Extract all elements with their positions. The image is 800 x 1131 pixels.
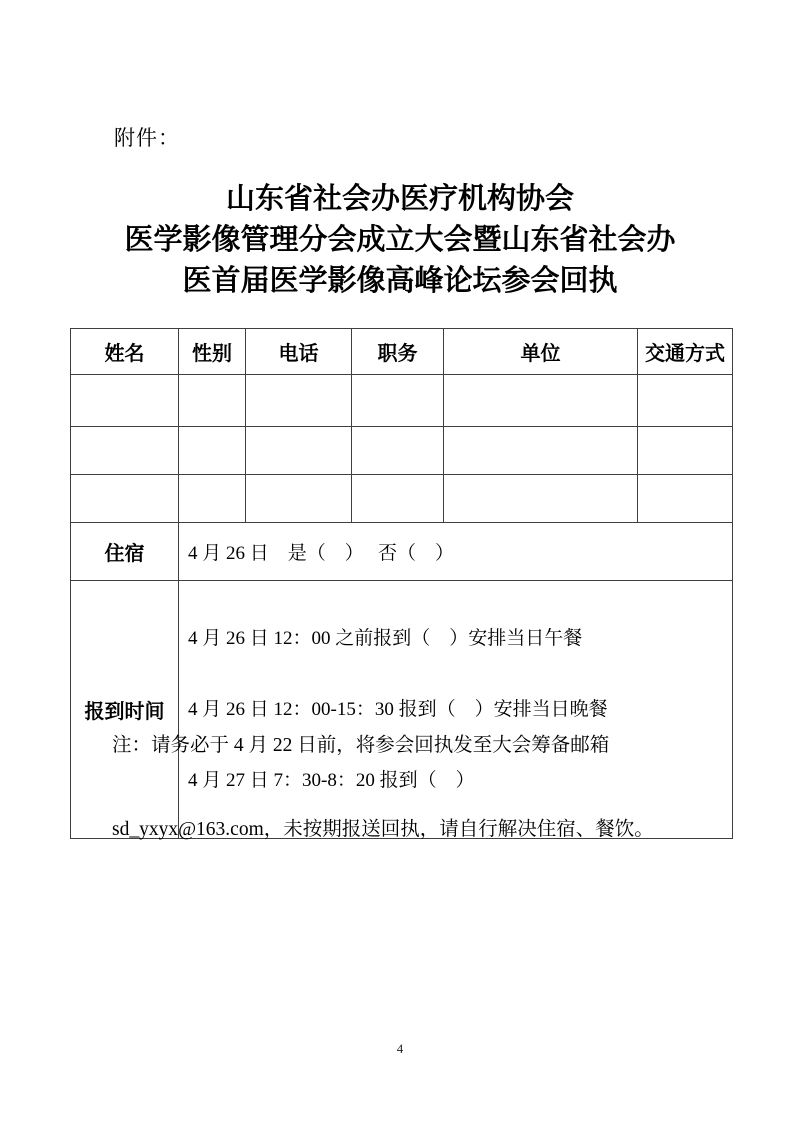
- empty-cell: [246, 375, 352, 427]
- empty-cell: [71, 375, 179, 427]
- title-line-1: 山东省社会办医疗机构协会: [225, 183, 574, 215]
- empty-attendee-row: [71, 427, 733, 475]
- attachment-label: 附件：: [114, 126, 180, 150]
- title-line-3: 医首届医学影像高峰论坛参会回执: [182, 265, 618, 297]
- empty-cell: [179, 427, 246, 475]
- empty-cell: [179, 475, 246, 523]
- header-cell-phone: 电话: [246, 329, 352, 375]
- empty-cell: [352, 427, 444, 475]
- empty-cell: [71, 427, 179, 475]
- header-cell-name: 姓名: [71, 329, 179, 375]
- header-cell-transport: 交通方式: [638, 329, 733, 375]
- page-number: 4: [396, 1041, 404, 1056]
- checkin-option-1: 4 月 26 日 12：00 之前报到（ ）安排当日午餐: [188, 628, 583, 649]
- empty-cell: [444, 427, 638, 475]
- header-cell-position: 职务: [352, 329, 444, 375]
- empty-cell: [444, 375, 638, 427]
- empty-cell: [246, 427, 352, 475]
- checkin-option-2: 4 月 26 日 12：00-15：30 报到（ ）安排当日晚餐: [188, 699, 608, 720]
- header-cell-gender: 性别: [179, 329, 246, 375]
- empty-cell: [638, 427, 733, 475]
- empty-cell: [444, 475, 638, 523]
- empty-cell: [71, 475, 179, 523]
- title-line-2: 医学影像管理分会成立大会暨山东省社会办: [124, 224, 676, 256]
- empty-attendee-row: [71, 375, 733, 427]
- empty-cell: [352, 475, 444, 523]
- accommodation-label: 住宿: [71, 523, 179, 581]
- checkin-time-label: 报到时间: [71, 581, 179, 839]
- checkin-option-3: 4 月 27 日 7：30-8：20 报到（ ）: [188, 770, 475, 791]
- document-title: [0, 179, 800, 302]
- empty-cell: [638, 375, 733, 427]
- empty-cell: [246, 475, 352, 523]
- footnote-line-1: 注：请务必于 4 月 22 日前，将参会回执发至大会筹备邮箱: [112, 735, 610, 756]
- footnote: [112, 676, 654, 900]
- footnote-line-2: sd_yxyx@163.com，未按期报送回执，请自行解决住宿、餐饮。: [112, 819, 654, 840]
- accommodation-row: [71, 523, 733, 581]
- empty-attendee-row: [71, 475, 733, 523]
- empty-cell: [179, 375, 246, 427]
- empty-cell: [638, 475, 733, 523]
- header-cell-unit: 单位: [444, 329, 638, 375]
- accommodation-options: 4 月 26 日 是（ ） 否（ ）: [179, 523, 733, 581]
- table-header-row: [71, 329, 733, 375]
- empty-cell: [352, 375, 444, 427]
